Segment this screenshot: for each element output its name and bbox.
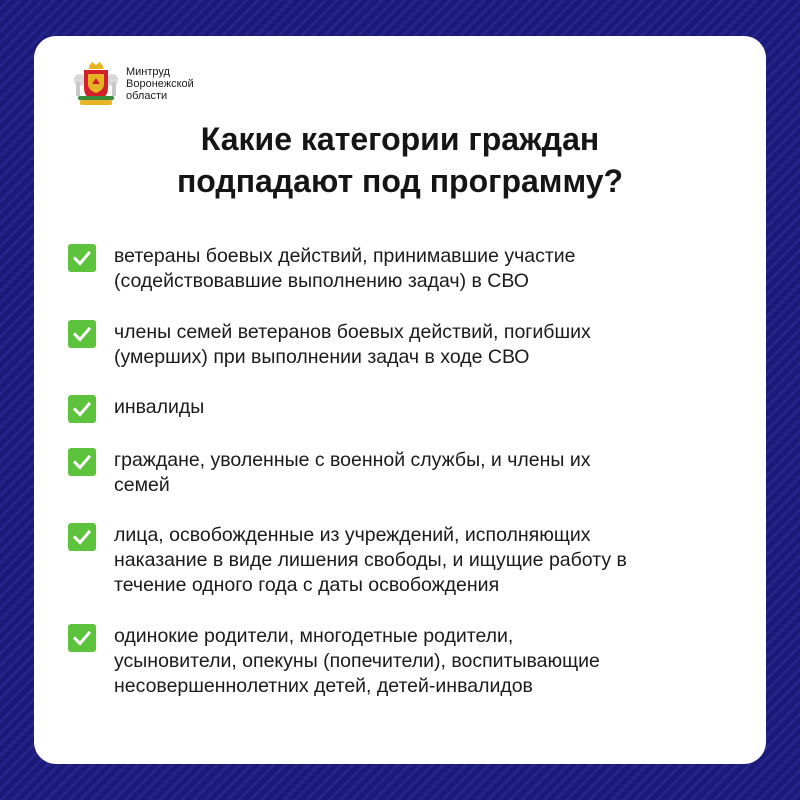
list-item-line: одинокие родители, многодетные родители, [114,625,514,647]
checkmark-icon [68,395,96,423]
list-item-line: граждане, уволенные с военной службы, и члены их [114,449,591,471]
checkmark-icon [68,624,96,652]
list-item-line: течение одного года с даты освобождения [114,574,500,596]
checkmark-icon [68,244,96,272]
list-item-text [114,244,576,294]
list-item-text [114,395,204,420]
list-item [68,523,728,598]
checkmark-icon [68,448,96,476]
list-item-line: семей [114,474,170,496]
ministry-name-line1: Минтруд [126,66,170,78]
page-title-line1: Какие категории граждан [200,121,600,157]
list-item-line: несовершеннолетних детей, детей-инвалидов [114,675,533,697]
list-item-text [114,523,627,598]
checkmark-icon [68,320,96,348]
list-item-line: (содействовавшие выполнению задач) в СВО [114,270,529,292]
coat-of-arms-icon [72,60,120,108]
list-item-text [114,320,591,370]
content-card [34,36,766,764]
list-item-line: ветераны боевых действий, принимавшие участие [114,245,576,267]
list-item [68,624,728,699]
list-item-line: члены семей ветеранов боевых действий, погибших [114,321,591,343]
ministry-logo [72,60,194,108]
ministry-name-line3: области [126,90,168,102]
list-item [68,395,728,423]
list-item-line: (умерших) при выполнении задач в ходе СВО [114,346,530,368]
checkmark-icon [68,523,96,551]
list-item-line: лица, освобожденные из учреждений, исполняющих [114,524,591,546]
page-title-line2: подпадают под программу? [176,163,624,199]
ministry-name-line2: Воронежской [126,78,194,90]
list-item-text [114,624,600,699]
list-item-line: наказание в виде лишения свободы, и ищущие работу в [114,549,627,571]
list-item [68,320,728,370]
ministry-name [126,66,194,102]
list-item-line: инвалиды [114,396,205,418]
list-item [68,244,728,294]
list-item-line: усыновители, опекуны (попечители), воспитывающие [114,650,600,672]
list-item-text [114,448,590,498]
page-title [34,118,766,202]
list-item [68,448,728,498]
